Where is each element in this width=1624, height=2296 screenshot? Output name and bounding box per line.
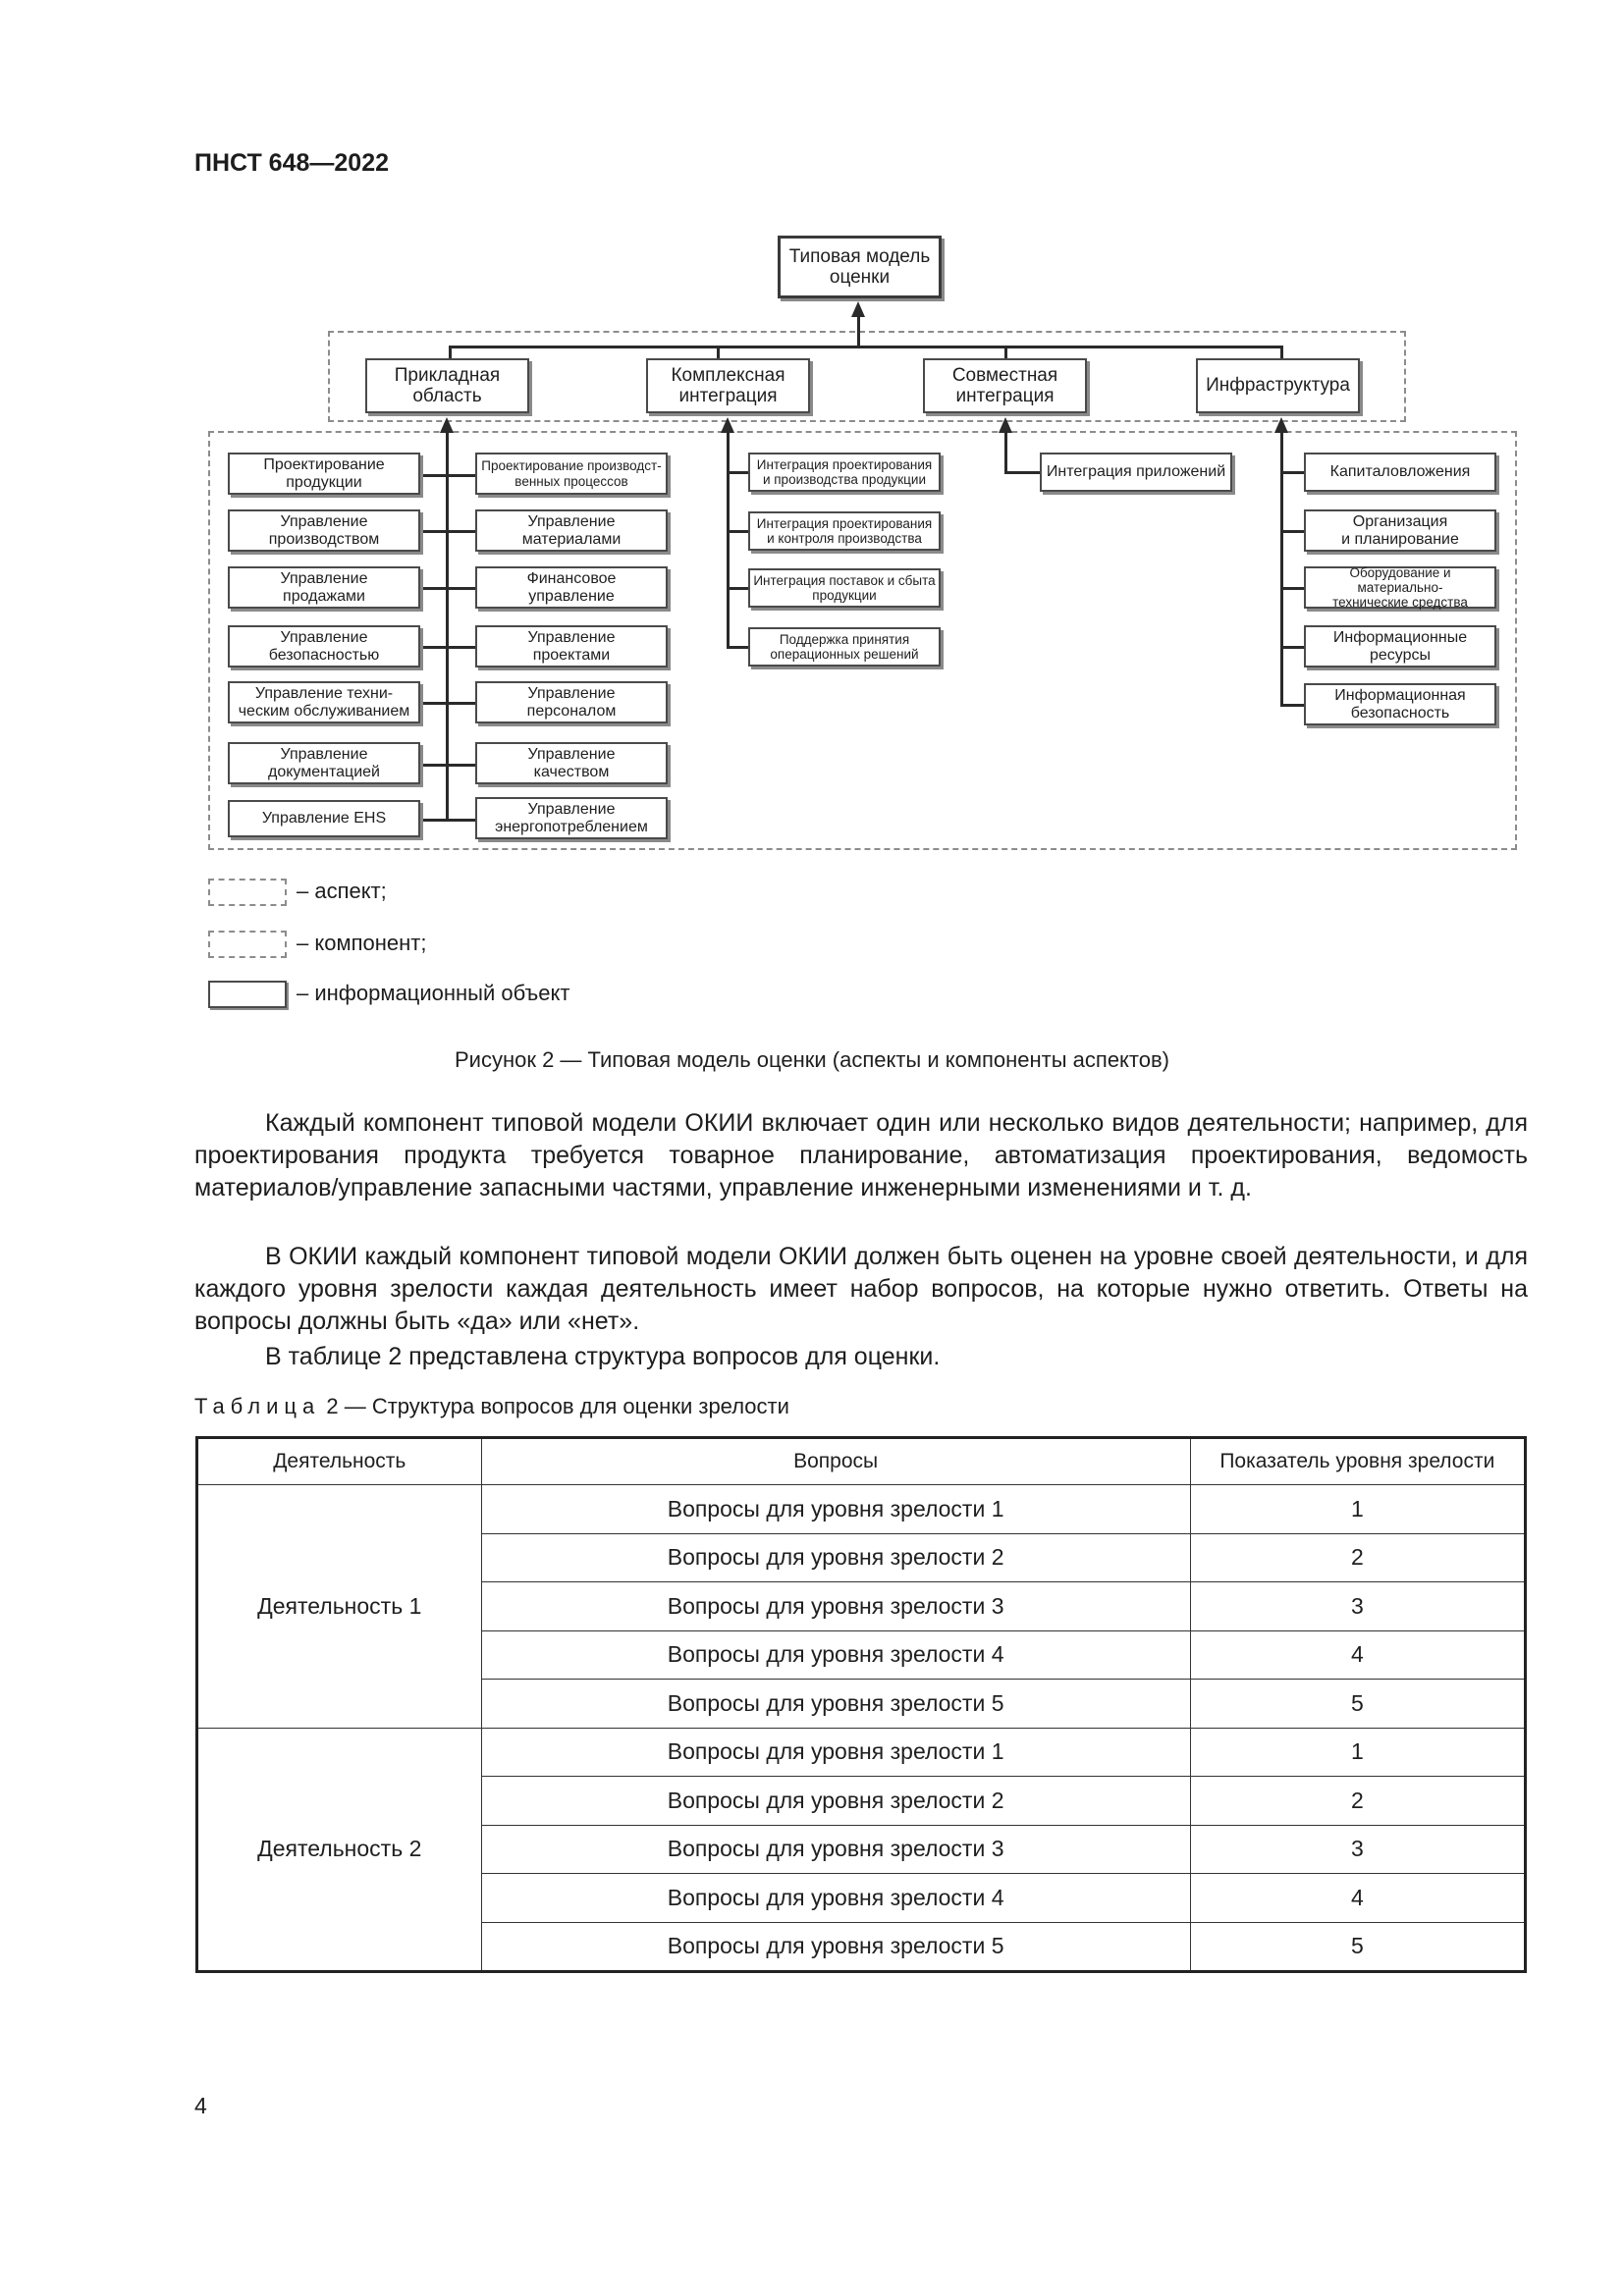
- applied-right-item: Управление проектами: [475, 625, 668, 667]
- level-cell: 5: [1190, 1922, 1525, 1972]
- applied-right-item: Управление качеством: [475, 742, 668, 784]
- applied-left-item: Проектирование продукции: [228, 453, 420, 495]
- table-title: [194, 1394, 789, 1419]
- level-cell: 2: [1190, 1533, 1525, 1582]
- complex-item: Поддержка принятия операционных решений: [748, 627, 941, 667]
- question-cell: Вопросы для уровня зрелости 2: [481, 1777, 1190, 1826]
- applied-left-item: Управление продажами: [228, 566, 420, 609]
- body-paragraph: В ОКИИ каждый компонент типовой модели ОКИИ должен быть оценен на уровне своей деятельности, и для каждого уровня зрелости каждая деятельность имеет набор вопросов, на которые нужно ответить. Ответы на вопросы должны быть «да» или «нет».: [194, 1243, 1528, 1335]
- applied-left-item: Управление безопасностью: [228, 625, 420, 667]
- applied-right-item: Проектирование производст- венных процессов: [475, 453, 668, 495]
- applied-left-item: Управление документацией: [228, 742, 420, 784]
- legend-info-object-sample: [208, 981, 287, 1008]
- body-paragraph: В таблице 2 представлена структура вопросов для оценки.: [265, 1343, 941, 1370]
- applied-link-3: [420, 587, 475, 590]
- applied-link-1: [420, 474, 475, 477]
- aspect-drop-3: [1004, 346, 1007, 359]
- applied-right-item: Финансовое управление: [475, 566, 668, 609]
- applied-right-item: Управление материалами: [475, 509, 668, 552]
- level-cell: 1: [1190, 1485, 1525, 1534]
- aspect-applied-box: Прикладная область: [365, 358, 529, 413]
- applied-left-item: Управление техни- ческим обслуживанием: [228, 681, 420, 723]
- applied-left-item: Управление производством: [228, 509, 420, 552]
- complex-link-3: [727, 587, 748, 590]
- table-row: [197, 1485, 1526, 1534]
- infra-item: Организация и планирование: [1304, 509, 1496, 552]
- complex-link-2: [727, 530, 748, 533]
- complex-link-4: [727, 646, 748, 649]
- document-code: ПНСТ 648—2022: [194, 149, 389, 177]
- joint-link-1: [1004, 471, 1040, 474]
- legend-aspect-label: – аспект;: [297, 879, 387, 903]
- question-cell: Вопросы для уровня зрелости 3: [481, 1582, 1190, 1631]
- infra-link-5: [1280, 704, 1304, 707]
- joint-item: Интеграция приложений: [1040, 453, 1232, 492]
- infra-item: Оборудование и материально- технические средства: [1304, 566, 1496, 609]
- infra-link-2: [1280, 530, 1304, 533]
- level-cell: 4: [1190, 1874, 1525, 1923]
- applied-trunk: [446, 430, 449, 821]
- applied-link-6: [420, 764, 475, 767]
- aspect-drop-4: [1280, 346, 1283, 359]
- legend-aspect-sample: [208, 879, 287, 906]
- complex-item: Интеграция проектирования и контроля производства: [748, 511, 941, 551]
- table-label: Таблица: [194, 1394, 321, 1418]
- level-cell: 3: [1190, 1582, 1525, 1631]
- infra-item: Информационные ресурсы: [1304, 625, 1496, 667]
- applied-link-7: [420, 819, 475, 822]
- legend-info-object-label: – информационный объект: [297, 981, 570, 1005]
- question-cell: Вопросы для уровня зрелости 4: [481, 1630, 1190, 1680]
- figure-caption: Рисунок 2 — Типовая модель оценки (аспекты и компоненты аспектов): [454, 1047, 1170, 1072]
- complex-trunk: [727, 430, 730, 648]
- applied-link-2: [420, 530, 475, 533]
- level-cell: 2: [1190, 1777, 1525, 1826]
- question-cell: Вопросы для уровня зрелости 1: [481, 1728, 1190, 1777]
- page-number: 4: [194, 2093, 207, 2118]
- legend-component-sample: [208, 931, 287, 958]
- applied-right-item: Управление персоналом: [475, 681, 668, 723]
- header-questions: Вопросы: [481, 1438, 1190, 1485]
- root-connector-vertical: [857, 314, 860, 347]
- activity-cell: Деятельность 2: [197, 1728, 482, 1972]
- aspect-drop-1: [449, 346, 452, 359]
- header-maturity-level: Показатель уровня зрелости: [1190, 1438, 1525, 1485]
- question-cell: Вопросы для уровня зрелости 5: [481, 1680, 1190, 1729]
- aspect-infra-box: Инфраструктура: [1196, 358, 1360, 413]
- header-activity: Деятельность: [197, 1438, 482, 1485]
- question-cell: Вопросы для уровня зрелости 2: [481, 1533, 1190, 1582]
- question-cell: Вопросы для уровня зрелости 3: [481, 1825, 1190, 1874]
- infra-item: Капиталовложения: [1304, 453, 1496, 492]
- applied-link-5: [420, 702, 475, 705]
- applied-link-4: [420, 646, 475, 649]
- aspect-drop-2: [717, 346, 720, 359]
- root-model-box: Типовая модель оценки: [778, 236, 942, 298]
- activity-cell: Деятельность 1: [197, 1485, 482, 1729]
- infra-link-4: [1280, 646, 1304, 649]
- applied-left-item: Управление EHS: [228, 800, 420, 837]
- question-cell: Вопросы для уровня зрелости 1: [481, 1485, 1190, 1534]
- level-cell: 5: [1190, 1680, 1525, 1729]
- table-title-text: 2 — Структура вопросов для оценки зрелости: [320, 1394, 789, 1418]
- level-cell: 1: [1190, 1728, 1525, 1777]
- maturity-questions-table: [195, 1436, 1527, 1973]
- question-cell: Вопросы для уровня зрелости 4: [481, 1874, 1190, 1923]
- level-cell: 4: [1190, 1630, 1525, 1680]
- legend-component-label: – компонент;: [297, 931, 427, 955]
- aspect-complex-box: Комплексная интеграция: [646, 358, 810, 413]
- level-cell: 3: [1190, 1825, 1525, 1874]
- infra-link-1: [1280, 471, 1304, 474]
- complex-link-1: [727, 471, 748, 474]
- infra-item: Информационная безопасность: [1304, 683, 1496, 725]
- joint-trunk: [1004, 430, 1007, 474]
- applied-right-item: Управление энергопотреблением: [475, 797, 668, 839]
- table-header-row: [197, 1438, 1526, 1485]
- table-row: [197, 1728, 1526, 1777]
- complex-item: Интеграция поставок и сбыта продукции: [748, 568, 941, 608]
- body-paragraph: Каждый компонент типовой модели ОКИИ включает один или несколько видов деятельности; например, для проектирования продукта требуется товарное планирование, автоматизация проектирования, ведомость материалов/управление запасными частями, управление инженерными изменениями и т. д.: [194, 1109, 1528, 1201]
- question-cell: Вопросы для уровня зрелости 5: [481, 1922, 1190, 1972]
- complex-item: Интеграция проектирования и производства продукции: [748, 453, 941, 492]
- infra-link-3: [1280, 587, 1304, 590]
- aspect-joint-box: Совместная интеграция: [923, 358, 1087, 413]
- aspects-connector-horizontal: [449, 346, 1283, 348]
